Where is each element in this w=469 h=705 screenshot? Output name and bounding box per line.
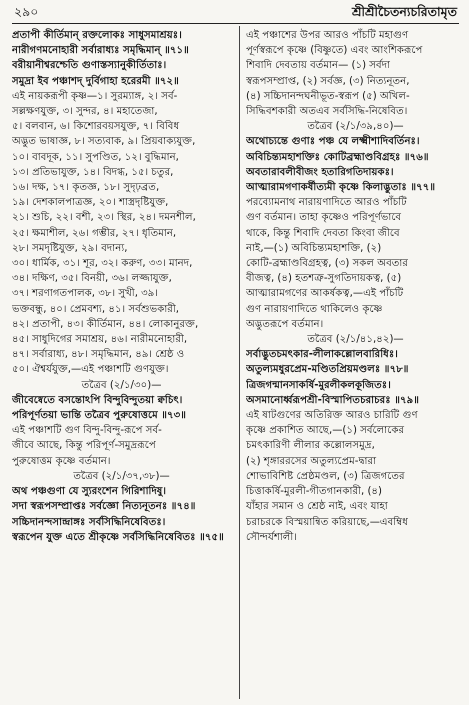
reference-line: তত্রৈব (২/১/৩০)— [81, 379, 162, 391]
text-line: ৪২। প্রতাপী, ৪৩। কীর্তিমান, ৪৪। লোকানুরক্ত, [12, 318, 199, 330]
text-line: ১৯। দেশকালপাত্রজ্ঞ, ২০। শাস্ত্রদৃষ্টিযুক্ত, [12, 197, 169, 209]
page-number: ২৯০ [14, 4, 39, 19]
text-line: ভক্তবন্ধু, ৪০। প্রেমবশ্য, ৪১। সর্বশুভকারী, [12, 303, 180, 315]
verse-line: সমুদ্রা ইব পঞ্চাশদ্ দুর্বিগাহা হরেরমী ॥৭২॥ [12, 75, 179, 87]
verse-line: অতুল্যমধুরপ্রেম-মণ্ডিতপ্রিয়মণ্ডলঃ ॥৭৮॥ [246, 364, 409, 376]
left-column [12, 28, 231, 545]
verse-line: ত্রিজগন্মানসাকর্ষি-মুরলীকলকূজিতঃ। [246, 379, 391, 391]
text-line: অদ্ভুত ভাষাজ্ঞ, ৮। সত্যবাক, ৯। প্রিয়বাক্যযুক্ত, [12, 136, 196, 148]
text-line: শিবাদি দেবতায় বর্তমান— (১) সর্বদা [246, 60, 391, 72]
reference-line: তত্রৈব (২/১/৩৭,৩৮)— [73, 470, 170, 482]
verse-line: সচ্চিদানন্দসান্দ্রাঙ্গঃ সর্বসিদ্ধিনিষেবিতঃ। [12, 516, 166, 528]
text-line: ১০। বাবদূক, ১১। সুপণ্ডিত, ১২। বুদ্ধিমান, [12, 151, 179, 163]
verse-line: আত্মারামগণাকর্ষীত্যমী কৃষ্ণে কিলাদ্ভুতাঃ ॥৭৭॥ [246, 182, 436, 194]
text-line: পুরুষোত্তম কৃষ্ণে বর্তমান। [12, 455, 111, 467]
text-line: ৩৪। দক্ষিণ, ৩৫। বিনয়ী, ৩৬। লজ্জাযুক্ত, [12, 273, 172, 285]
text-line: এই পঞ্চাশটি গুণ বিন্দু-বিন্দু-রূপে সর্ব- [12, 425, 162, 437]
running-title: শ্রীশ্রীচৈতন্যচরিতামৃত [352, 4, 457, 19]
text-line: গুণ নারায়ণাদিতে থাকিলেও কৃষ্ণে [246, 303, 383, 315]
text-line: চিত্তাকর্ষি-মুরলী-গীতগানকারী, (৪) [246, 486, 383, 498]
text-line: অদ্ভুতরূপে বর্তমান। [246, 318, 324, 330]
text-line: গুণ বর্তমান। তাহা কৃষ্ণেও পরিপূর্ণভাবে [246, 212, 402, 224]
text-line: (৪) সচ্চিদানন্দঘনীভূত-স্বরূপ (৫) অখিল- [246, 90, 410, 102]
verse-line: অবতারাবলীবীজং হতারিগতিদায়কঃ। [246, 166, 394, 178]
verse-line: অসমানোর্ধ্বরূপশ্রী-বিস্মাপিতচরাচরঃ ॥৭৯॥ [246, 394, 419, 406]
text-line: পূর্ণস্বরূপে কৃষ্ণে (বিষ্ণুতে) এবং আংশিকরূপে [246, 45, 423, 57]
reference-line: তত্রৈব (২/১/৪১,৪২)— [307, 334, 404, 346]
verse-line: সর্বাদ্ভুতচমৎকার-লীলাকল্লোলবারিধিঃ। [246, 349, 398, 361]
text-line: ১৬। দক্ষ, ১৭। কৃতজ্ঞ, ১৮। সুদৃঢ়ব্রত, [12, 182, 160, 194]
text-line: ৩০। ধার্মিক, ৩১। শূর, ৩২। করুণ, ৩৩। মানদ, [12, 258, 193, 270]
text-line: ২১। শুচি, ২২। বশী, ২৩। স্থির, ২৪। দমনশীল, [12, 212, 196, 224]
text-line: বীজত্ব, (৪) হতশত্রু-সুগতিদায়কত্ব, (৫) [246, 273, 402, 285]
verse-line: অথ পঞ্চগুণা যে স্যুরংশেন গিরিশাদিষু। [12, 486, 167, 498]
verse-line: নারীগণমনোহারী সর্বারাধ্যঃ সমৃদ্ধিমান্ ॥৭১॥ [12, 45, 189, 57]
text-line: ৫। বলবান, ৬। কিশোরবয়সযুক্ত, ৭। বিবিধ [12, 121, 180, 133]
text-line: ১৩। প্রতিভাযুক্ত, ১৪। বিদগ্ধ, ১৫। চতুর, [12, 166, 174, 178]
text-line: ৩৭। শরণাগতপালক, ৩৮। সুখী, ৩৯। [12, 288, 159, 300]
right-column [246, 28, 465, 545]
verse-line: স্বরূপেন যুক্ত এতে শ্রীকৃষ্ণে সর্বসিদ্ধিনিষেবিতঃ ॥৭৫॥ [12, 531, 224, 543]
page-header [14, 4, 457, 22]
verse-line: অবিচিন্ত্যমহাশক্তিঃ কোটিব্রহ্মাণ্ডবিগ্রহঃ ॥৭৬॥ [246, 151, 429, 163]
text-line: চরাচরকে বিস্ময়ান্বিত করিয়াছে,—এবম্বিধ [246, 516, 408, 528]
text-line: (২) শৃঙ্গাররসের অতুল্যপ্রেম-দ্বারা [246, 455, 377, 467]
text-line: ৪৭। সর্বারাধ্য, ৪৮। সমৃদ্ধিমান, ৪৯। শ্রেষ্ঠ ও [12, 349, 185, 361]
text-line: ২৫। ক্ষমাশীল, ২৬। গম্ভীর, ২৭। ধৃতিমান, [12, 227, 177, 239]
text-line: পরব্যোমনাথ নারায়ণাদিতে আরও পাঁচটি [246, 197, 407, 209]
text-line: নাই,—(১) অবিচিন্ত্যমহাশক্তি, (২) [246, 242, 382, 254]
text-line: চমৎকারিণী লীলার কল্লোলসমুদ্র, [246, 440, 375, 452]
text-line: ৪৫। সাধুদিগের সমাশ্রয়, ৪৬। নারীমনোহারী, [12, 334, 188, 346]
text-line: ২৮। সমদৃষ্টিযুক্ত, ২৯। বদান্য, [12, 242, 128, 254]
text-line: সল্লক্ষণযুক্ত, ৩। সুন্দর, ৪। মহাতেজা, [12, 106, 158, 118]
text-line: এই ষাটগুণের অতিরিক্ত আরও চারিটি গুণ [246, 410, 418, 422]
text-line: সিদ্ধিবশকারী অতএব সর্বসিদ্ধি-নিষেবিত। [246, 106, 408, 118]
text-line: ৫০। ঐশ্বর্যযুক্ত,—এই পঞ্চাশটি গুণযুক্ত। [12, 364, 169, 376]
text-line: সৌন্দর্যশালী। [246, 531, 297, 543]
column-divider [239, 26, 240, 699]
reference-line: তত্রৈব (২/১/৩৯,৪০)— [307, 121, 404, 133]
text-line: কৃষ্ণে প্রকাশিত আছে,—(১) সর্বলোকের [246, 425, 405, 437]
text-line: শোভাবিশিষ্ট প্রেষ্ঠমণ্ডল, (৩) ত্রিজগতের [246, 470, 405, 482]
verse-line: অথোচ্যন্তে গুণাঃ পঞ্চ যে লক্ষ্মীশাদিবর্তিনঃ। [246, 136, 420, 148]
text-line: এই পঞ্চাশের উপর আরও পাঁচটি মহাগুণ [246, 30, 409, 41]
verse-line: জীবেষ্বেতে বসন্তোঽপি বিন্দুবিন্দুতয়া ক্বচিৎ। [12, 394, 183, 406]
verse-line: পরিপূর্ণতয়া ভান্তি তত্রৈব পুরুষোত্তমে ॥৭৩॥ [12, 410, 187, 422]
text-line: কোটি-ব্রহ্মাণ্ডবিগ্রহত্ব, (৩) সকল অবতার [246, 258, 408, 270]
verse-line: সদা স্বরূপসম্প্রাপ্তঃ সর্বজ্ঞো নিত্যনূতনঃ ॥৭৪॥ [12, 501, 196, 513]
text-line: যাঁহার সমান ও শ্রেষ্ঠ নাই, এবং যাহা [246, 501, 388, 513]
text-line: আত্মারামগণের আকর্ষকত্ব,—এই পাঁচটি [246, 288, 404, 300]
text-line: এই নায়করূপী কৃষ্ণ—১। সুরম্যাঙ্গ, ২। সর্ব- [12, 90, 178, 102]
text-line: থাকে, কিন্তু শিবাদি দেবতা কিংবা জীবে [246, 227, 400, 239]
verse-line: বরীয়ানীশ্বরশ্চেতি গুণাস্তস্যানুকীর্তিতাঃ। [12, 60, 167, 72]
header-rule [12, 23, 459, 24]
text-line: জীবে আছে, কিন্তু পরিপূর্ণ-সমুদ্ররূপে [12, 440, 156, 452]
verse-line: প্রতাপী কীর্তিমান্ রক্তলোকঃ সাধুসমাশ্রয়ঃ। [12, 30, 182, 41]
text-line: স্বরূপসম্প্রাপ্ত, (২) সর্বজ্ঞ, (৩) নিত্যনূতন, [246, 75, 410, 87]
